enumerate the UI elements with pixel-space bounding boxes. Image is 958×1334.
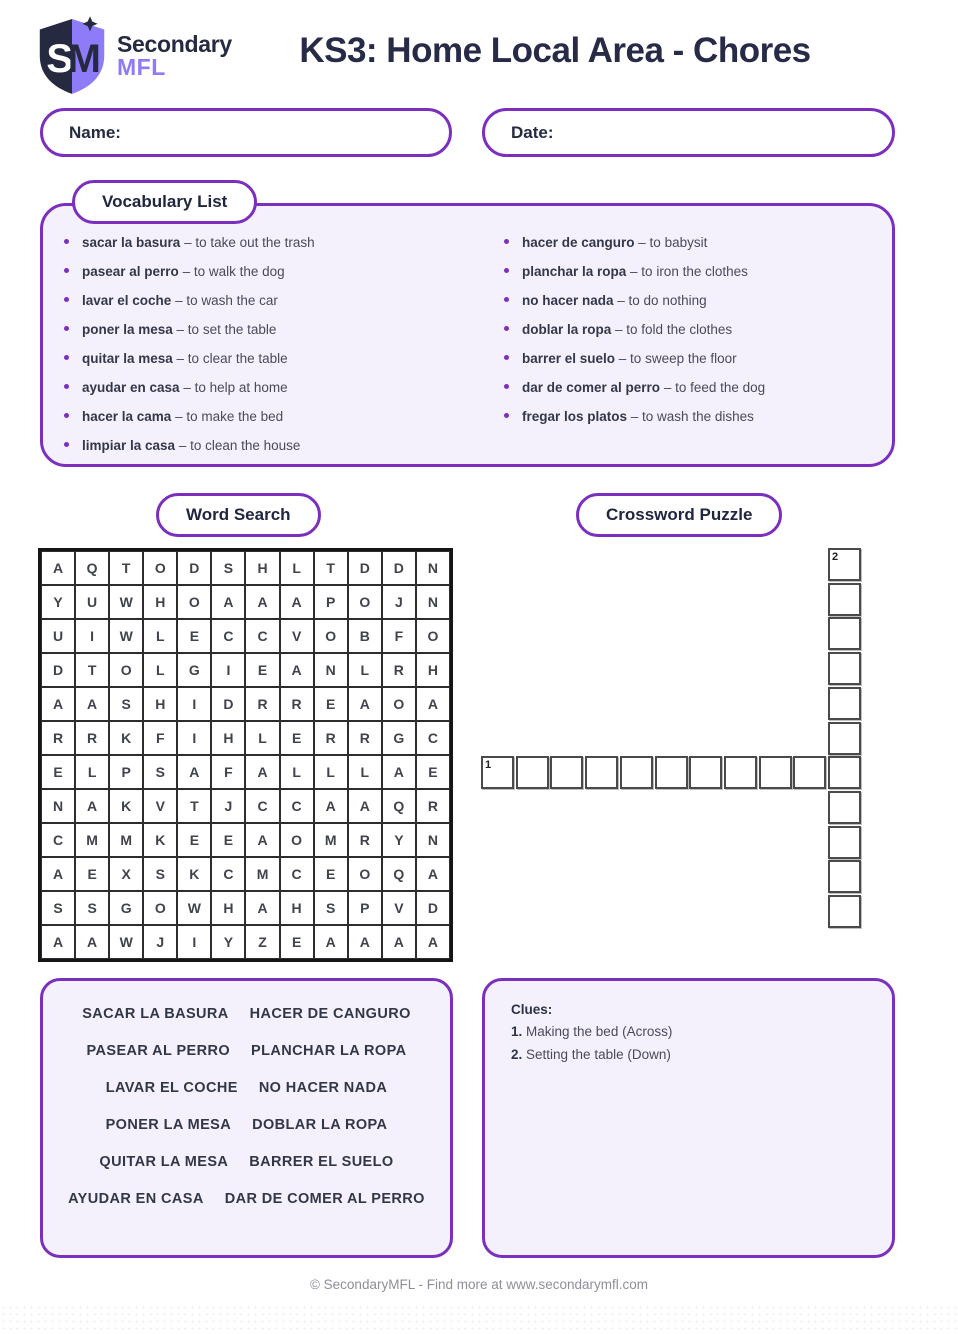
word-search-cell[interactable]: L [348,653,382,687]
word-search-cell[interactable]: A [280,653,314,687]
word-search-cell[interactable]: O [348,857,382,891]
word-search-cell[interactable]: E [314,857,348,891]
vocab-column-right [473,225,895,467]
word-search-cell[interactable]: R [416,789,450,823]
word-search-cell[interactable]: O [416,619,450,653]
svg-text:S: S [46,37,73,82]
vocab-translation: – to babysit [634,235,708,250]
clue-text: Making the bed (Across) [522,1024,673,1039]
word-search-cell[interactable]: O [109,653,143,687]
crossword-cell-down[interactable] [828,826,861,859]
vocab-item [504,322,895,339]
word-search-cell[interactable]: O [280,823,314,857]
vocab-item [64,380,473,397]
vocab-term: pasear al perro [82,264,179,279]
word-search-cell[interactable]: H [143,687,177,721]
page-title: KS3: Home Local Area - Chores [299,31,811,70]
word-search-cell[interactable]: I [177,721,211,755]
crossword-cell-down[interactable] [828,895,861,928]
crossword-grid [481,548,866,930]
vocab-term: barrer el suelo [522,351,616,366]
word-search-cell[interactable]: O [382,687,416,721]
word-search-cell[interactable]: A [41,551,75,585]
crossword-cell-across[interactable] [724,756,757,789]
word-search-cell[interactable]: T [177,789,211,823]
word-search-cell[interactable]: N [314,653,348,687]
word-search-cell[interactable]: O [143,891,177,925]
word-search-cell[interactable]: C [416,721,450,755]
vocab-term: hacer la cama [82,409,172,424]
word-search-grid [38,548,453,962]
crossword-cell-down[interactable] [828,756,861,789]
vocab-translation: – to clean the house [175,438,301,453]
logo-name-line2: MFL [117,54,166,80]
word-search-cell[interactable]: S [41,891,75,925]
crossword-cell-down[interactable] [828,583,861,616]
word-search-cell[interactable]: T [314,551,348,585]
word-search-cell[interactable]: A [41,687,75,721]
word-search-cell[interactable]: V [280,619,314,653]
vocab-item [64,322,473,339]
bullet-icon [64,326,69,331]
bullet-icon [64,268,69,273]
word-search-cell[interactable]: A [75,789,109,823]
word-search-cell[interactable]: A [314,925,348,959]
crossword-clue-number: 1 [485,759,492,771]
word-list-word: PASEAR AL PERRO [86,1043,231,1059]
word-search-cell[interactable]: K [109,789,143,823]
word-search-cell[interactable]: J [382,585,416,619]
name-field[interactable] [40,108,452,157]
svg-text:M: M [67,37,101,82]
word-search-cell[interactable]: I [177,925,211,959]
word-search-cell[interactable]: C [245,789,279,823]
word-list [40,978,453,1258]
word-search-cell[interactable]: N [416,585,450,619]
word-search-cell[interactable]: A [348,925,382,959]
vocabulary-columns [40,225,895,467]
word-search-cell[interactable]: B [348,619,382,653]
vocab-item [64,293,473,310]
word-search-cell[interactable]: X [109,857,143,891]
word-search-cell[interactable]: R [280,687,314,721]
vocab-item [64,409,473,426]
word-search-cell[interactable]: O [348,585,382,619]
word-search-cell[interactable]: R [41,721,75,755]
word-search-cell[interactable]: A [245,891,279,925]
word-search-cell[interactable]: R [382,653,416,687]
word-search-cell[interactable]: D [41,653,75,687]
vocab-translation: – to walk the dog [178,264,285,279]
word-search-cell[interactable]: L [245,721,279,755]
word-search-cell[interactable]: I [177,687,211,721]
date-label: Date: [511,122,554,142]
word-search-cell[interactable]: A [382,925,416,959]
word-search-cell[interactable]: Z [245,925,279,959]
word-search-cell[interactable]: S [143,755,177,789]
word-search-cell[interactable]: A [280,585,314,619]
word-search-cell[interactable]: W [109,585,143,619]
vocab-translation: – to wash the car [171,293,278,308]
word-list-word: BARRER EL SUELO [249,1154,394,1170]
crossword-cell-across[interactable] [689,756,722,789]
bullet-icon [64,413,69,418]
word-search-cell[interactable]: N [416,551,450,585]
word-search-cell[interactable]: F [143,721,177,755]
word-list-word: PONER LA MESA [105,1117,232,1133]
word-search-cell[interactable]: S [211,551,245,585]
word-search-cell[interactable]: K [177,857,211,891]
word-search-cell[interactable]: E [41,755,75,789]
word-search-cell[interactable]: S [75,891,109,925]
vocab-translation: – to help at home [179,380,288,395]
bullet-icon [64,384,69,389]
word-search-cell[interactable]: D [348,551,382,585]
word-search-cell[interactable]: G [109,891,143,925]
word-search-cell[interactable]: M [75,823,109,857]
word-search-cell[interactable]: R [348,721,382,755]
word-search-cell[interactable]: G [177,653,211,687]
vocab-item [504,380,895,397]
vocab-term: quitar la mesa [82,351,173,366]
word-search-cell[interactable]: Y [211,925,245,959]
word-search-cell[interactable]: A [416,857,450,891]
word-search-cell[interactable]: A [41,857,75,891]
word-list-word: DOBLAR LA ROPA [252,1117,388,1133]
clue-item [511,1024,866,1039]
vocab-translation: – to set the table [172,322,277,337]
word-search-cell[interactable]: L [348,755,382,789]
word-search-cell[interactable]: V [143,789,177,823]
word-search-cell[interactable]: C [245,619,279,653]
word-search-cell[interactable]: C [280,789,314,823]
word-list-row [51,1006,442,1022]
word-list-row [51,1191,442,1207]
word-search-cell[interactable]: P [314,585,348,619]
word-search-cell[interactable]: E [416,755,450,789]
bullet-icon [64,239,69,244]
word-search-cell[interactable]: A [416,687,450,721]
word-search-cell[interactable]: O [177,585,211,619]
word-search-cell[interactable]: E [177,823,211,857]
word-search-cell[interactable]: A [245,585,279,619]
vocab-translation: – to wash the dishes [627,409,754,424]
word-search-cell[interactable]: H [211,721,245,755]
word-search-cell[interactable]: I [211,653,245,687]
word-list-word: AYUDAR EN CASA [68,1191,204,1207]
logo-name-line1: Secondary [117,31,232,58]
word-search-cell[interactable]: N [416,823,450,857]
vocab-item [64,438,473,455]
word-search-cell[interactable]: C [41,823,75,857]
word-search-cell[interactable]: L [314,755,348,789]
vocab-translation: – to fold the clothes [611,322,733,337]
word-search-cell[interactable]: L [143,619,177,653]
word-search-cell[interactable]: M [245,857,279,891]
word-search-cell[interactable]: R [314,721,348,755]
word-search-cell[interactable]: O [143,551,177,585]
word-search-cell[interactable]: W [109,925,143,959]
word-search-cell[interactable]: H [280,891,314,925]
word-search-cell[interactable]: R [75,721,109,755]
crossword-cell-across[interactable] [550,756,583,789]
word-search-cell[interactable]: A [75,687,109,721]
bullet-icon [504,297,509,302]
word-search-cell[interactable]: D [177,551,211,585]
word-search-cell[interactable]: C [211,619,245,653]
crossword-cell-across[interactable] [481,756,514,789]
vocab-term: ayudar en casa [82,380,180,395]
shield-logo-icon [36,16,108,96]
clues-panel [482,978,895,1258]
word-search-cell[interactable]: W [109,619,143,653]
word-search-cell[interactable]: P [348,891,382,925]
word-search-cell[interactable]: N [41,789,75,823]
word-search-cell[interactable]: D [416,891,450,925]
word-search-cell[interactable]: D [211,687,245,721]
date-field[interactable] [482,108,895,157]
vocab-item [504,409,895,426]
word-search-cell[interactable]: E [211,823,245,857]
bullet-icon [504,326,509,331]
vocab-item [504,351,895,368]
vocab-term: limpiar la casa [82,438,176,453]
word-search-cell[interactable]: I [75,619,109,653]
word-search-cell[interactable]: M [314,823,348,857]
word-search-cell[interactable]: Q [75,551,109,585]
word-search-cell[interactable]: L [280,551,314,585]
vocab-item [504,235,895,252]
vocab-item [64,264,473,281]
word-search-cell[interactable]: L [280,755,314,789]
vocab-item [504,293,895,310]
vocab-translation: – to sweep the floor [615,351,737,366]
word-search-cell[interactable]: Y [41,585,75,619]
word-search-cell[interactable]: H [211,891,245,925]
word-search-cell[interactable]: T [75,653,109,687]
word-search-cell[interactable]: K [109,721,143,755]
vocab-translation: – to make the bed [171,409,284,424]
crossword-cell-across[interactable] [655,756,688,789]
vocab-item [504,264,895,281]
word-search-cell[interactable]: U [75,585,109,619]
word-search-cell[interactable]: A [314,789,348,823]
word-list-word: SACAR LA BASURA [82,1006,229,1022]
word-list-row [51,1080,442,1096]
word-search-cell[interactable]: S [314,891,348,925]
word-search-cell[interactable]: A [348,789,382,823]
word-search-cell[interactable]: K [143,823,177,857]
word-search-cell[interactable]: J [143,925,177,959]
word-search-cell[interactable]: A [75,925,109,959]
crossword-cell-across[interactable] [585,756,618,789]
word-search-cell[interactable]: F [382,619,416,653]
word-search-cell[interactable]: E [314,687,348,721]
word-list-row [51,1117,442,1133]
word-search-cell[interactable]: E [280,721,314,755]
vocab-translation: – to take out the trash [180,235,315,250]
word-search-cell[interactable]: J [211,789,245,823]
word-search-cell[interactable]: E [177,619,211,653]
clue-number: 1. [511,1024,523,1039]
bullet-icon [64,355,69,360]
bottom-texture-decoration [0,1304,958,1334]
clues-heading: Clues: [511,1002,553,1017]
word-search-cell[interactable]: U [41,619,75,653]
vocabulary-heading: Vocabulary List [72,180,257,224]
bullet-icon [64,297,69,302]
vocab-translation: – to clear the table [172,351,288,366]
bullet-icon [504,413,509,418]
vocab-item [64,351,473,368]
word-list-word: NO HACER NADA [258,1080,388,1096]
bullet-icon [64,442,69,447]
crossword-clue-number: 2 [832,551,839,563]
word-list-word: PLANCHAR LA ROPA [251,1043,407,1059]
word-search-cell[interactable]: L [143,653,177,687]
word-search-cell[interactable]: R [245,687,279,721]
bullet-icon [504,384,509,389]
crossword-cell-across[interactable] [516,756,549,789]
crossword-cell-across[interactable] [759,756,792,789]
clue-text: Setting the table (Down) [522,1046,671,1062]
footer-credit: © SecondaryMFL - Find more at www.secondarymfl.com [309,1277,649,1292]
vocab-item [64,235,473,252]
word-search-cell[interactable]: V [382,891,416,925]
crossword-cell-down[interactable] [828,687,861,720]
word-list-row [51,1154,442,1170]
vocab-term: doblar la ropa [522,322,612,337]
bullet-icon [504,355,509,360]
crossword-cell-across[interactable] [620,756,653,789]
vocab-term: fregar los platos [522,409,628,424]
crossword-cell-down[interactable] [828,652,861,685]
word-search-cell[interactable]: Y [382,823,416,857]
word-search-cell[interactable]: D [382,551,416,585]
bullet-icon [504,239,509,244]
vocab-term: poner la mesa [82,322,173,337]
clue-number: 2. [511,1046,523,1062]
word-search-cell[interactable]: A [416,925,450,959]
word-search-cell[interactable]: A [245,755,279,789]
word-search-cell[interactable]: T [109,551,143,585]
word-search-cell[interactable]: L [75,755,109,789]
word-search-cell[interactable]: S [109,687,143,721]
word-search-cell[interactable]: E [280,925,314,959]
name-label: Name: [69,122,121,142]
word-search-cell[interactable]: S [143,857,177,891]
word-search-cell[interactable]: A [245,823,279,857]
word-list-word: LAVAR EL COCHE [105,1080,238,1096]
word-list-word: QUITAR LA MESA [99,1154,229,1170]
word-search-cell[interactable]: R [348,823,382,857]
word-search-cell[interactable]: Q [382,789,416,823]
word-search-cell[interactable]: A [211,585,245,619]
vocab-translation: – to do nothing [613,293,707,308]
word-list-word: DAR DE COMER AL PERRO [224,1191,425,1207]
vocab-term: sacar la basura [82,235,181,250]
word-search-cell[interactable]: A [382,755,416,789]
word-search-cell[interactable]: H [416,653,450,687]
crossword-cell-down[interactable] [828,548,861,581]
vocab-term: hacer de canguro [522,235,635,250]
vocab-translation: – to feed the dog [660,380,766,395]
crossword-heading: Crossword Puzzle [576,493,782,537]
vocab-translation: – to iron the clothes [626,264,748,279]
crossword-cell-across[interactable] [793,756,826,789]
crossword-cell-down[interactable] [828,617,861,650]
crossword-cell-down[interactable] [828,791,861,824]
word-list-row [51,1043,442,1059]
word-search-cell[interactable]: O [314,619,348,653]
word-list-word: HACER DE CANGURO [249,1006,411,1022]
word-search-cell[interactable]: C [280,857,314,891]
word-search-cell[interactable]: E [75,857,109,891]
word-search-cell[interactable]: M [109,823,143,857]
clue-item [511,1047,866,1062]
word-search-cell[interactable]: W [177,891,211,925]
word-search-cell[interactable]: Q [382,857,416,891]
word-search-cell[interactable]: A [348,687,382,721]
word-search-cell[interactable]: C [211,857,245,891]
crossword-cell-down[interactable] [828,722,861,755]
word-search-cell[interactable]: H [143,585,177,619]
word-search-cell[interactable]: F [211,755,245,789]
word-search-cell[interactable]: H [245,551,279,585]
vocab-term: dar de comer al perro [522,380,661,395]
bullet-icon [504,268,509,273]
word-search-cell[interactable]: A [177,755,211,789]
vocab-column-left [40,225,473,467]
vocab-term: planchar la ropa [522,264,627,279]
clues-list [511,1024,866,1062]
vocab-term: lavar el coche [82,293,172,308]
word-search-cell[interactable]: A [41,925,75,959]
word-search-cell[interactable]: G [382,721,416,755]
word-search-cell[interactable]: E [245,653,279,687]
word-search-heading: Word Search [156,493,321,537]
word-search-cell[interactable]: P [109,755,143,789]
vocab-term: no hacer nada [522,293,614,308]
crossword-cell-down[interactable] [828,860,861,893]
